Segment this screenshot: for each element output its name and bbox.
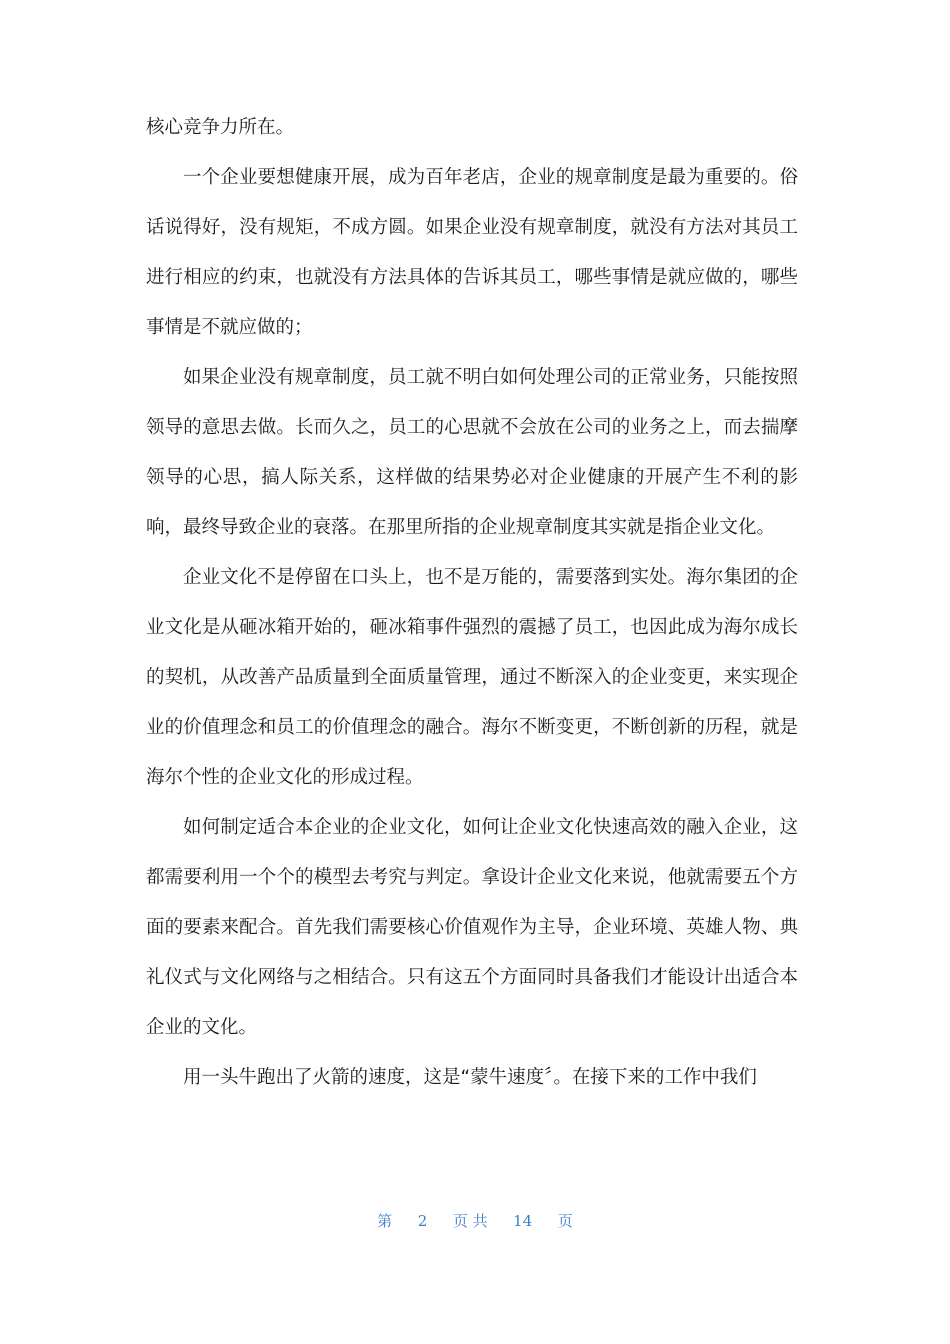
- footer-middle: 页 共: [452, 1212, 488, 1230]
- footer-current-page: 2: [417, 1212, 428, 1230]
- paragraph-2: 一个企业要想健康开展，成为百年老店，企业的规章制度是最为重要的。俗话说得好，没有规矩，不成方圆。如果企业没有规章制度，就没有方法对其员工进行相应的约束，也就没有方法具体的告诉其员工，哪些事情是就应做的，哪些事情是不就应做的；: [146, 167, 798, 338]
- paragraph-1: 核心竞争力所在。: [146, 117, 295, 138]
- footer-total-pages: 14: [513, 1212, 533, 1230]
- footer-prefix: 第: [377, 1212, 393, 1230]
- document-body: [146, 103, 798, 1103]
- paragraph-5: 如何制定适合本企业的企业文化，如何让企业文化快速高效的融入企业，这都需要利用一个个的模型去考究与判定。拿设计企业文化来说，他就需要五个方面的要素来配合。首先我们需要核心价值观作为主导，企业环境、英雄人物、典礼仪式与文化网络与之相结合。只有这五个方面同时具备我们才能设计出适合本企业的文化。: [146, 817, 798, 1038]
- page-footer: [0, 1210, 950, 1231]
- paragraph-3: 如果企业没有规章制度，员工就不明白如何处理公司的正常业务，只能按照领导的意思去做。长而久之，员工的心思就不会放在公司的业务之上，而去揣摩领导的心思，搞人际关系，这样做的结果势必对企业健康的开展产生不利的影响，最终导致企业的衰落。在那里所指的企业规章制度其实就是指企业文化。: [146, 367, 798, 538]
- paragraph-6: 用一头牛跑出了火箭的速度，这是“蒙牛速度〞。在接下来的工作中我们: [183, 1067, 757, 1088]
- footer-suffix: 页: [557, 1212, 573, 1230]
- paragraph-4: 企业文化不是停留在口头上，也不是万能的，需要落到实处。海尔集团的企业文化是从砸冰箱开始的，砸冰箱事件强烈的震撼了员工，也因此成为海尔成长的契机，从改善产品质量到全面质量管理，通过不断深入的企业变更，来实现企业的价值理念和员工的价值理念的融合。海尔不断变更，不断创新的历程，就是海尔个性的企业文化的形成过程。: [146, 567, 798, 788]
